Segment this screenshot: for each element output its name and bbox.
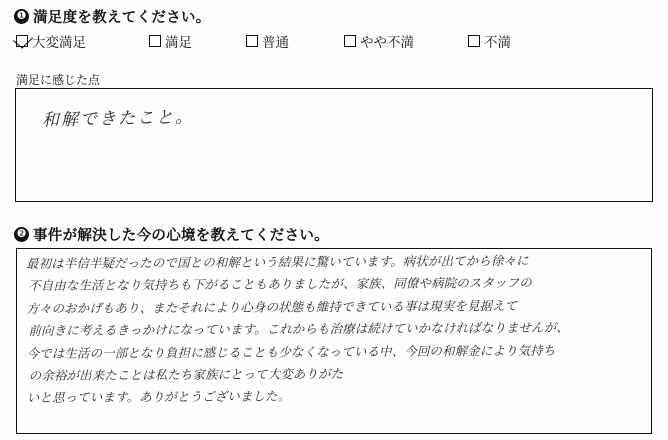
- checkbox-icon[interactable]: [149, 35, 161, 47]
- choice-label: 満足: [165, 35, 192, 50]
- handwriting-line: 前向きに考えるきっかけになっています。これからも治療は続けていかなければなりませんが、: [28, 319, 569, 339]
- choice-neutral[interactable]: [246, 31, 344, 51]
- handwriting-line: 最初は半信半疑だったので国との和解という結果に驚いています。病状が出てから徐々に: [26, 252, 529, 271]
- checkbox-icon[interactable]: [246, 35, 258, 47]
- choice-dissatisfied[interactable]: [468, 31, 548, 51]
- satisfaction-choice-group: [16, 31, 652, 51]
- choice-very-satisfied[interactable]: [16, 31, 149, 51]
- question-1-text: 満足度を教えてください。: [33, 10, 211, 26]
- handwriting-line: いと思っています。ありがとうございました。: [26, 388, 291, 406]
- checkbox-icon[interactable]: [344, 35, 356, 47]
- satisfaction-reason-label: 満足に感じた点: [16, 73, 101, 87]
- question-2-heading: [14, 224, 329, 245]
- choice-satisfied[interactable]: [149, 31, 246, 51]
- impression-answer-box[interactable]: [16, 248, 652, 434]
- handwriting-line: 今では生活の一部となり負担に感じることも少なくなっている中、今回の和解金により気持ち: [26, 342, 556, 361]
- impression-handwriting: [25, 249, 644, 410]
- choice-label: 大変満足: [32, 35, 86, 50]
- question-2-text: 事件が解決した今の心境を教えてください。: [33, 228, 329, 244]
- question-1-number: ❶: [14, 9, 29, 24]
- checkbox-icon[interactable]: [468, 35, 480, 47]
- choice-somewhat-dissatisfied[interactable]: [344, 31, 468, 51]
- handwriting-line: 方々のおかげもあり、またそれにより心身の状態も維持できている事は現実を見据えて: [26, 297, 518, 316]
- choice-label: 不満: [484, 35, 511, 50]
- checkbox-checked-icon[interactable]: [16, 35, 28, 47]
- choice-label: やや不満: [360, 35, 414, 50]
- handwriting-line: の余裕が出来たことは私たち家族にとって大変ありがた: [28, 366, 344, 384]
- handwriting-line: 不自由な生活となり気持ちも下がることもありましたが、家族、同僚や病院のスタッフの: [28, 275, 532, 294]
- question-1-heading: [14, 6, 211, 27]
- choice-label: 普通: [262, 35, 289, 50]
- question-2-number: ❷: [14, 227, 29, 242]
- satisfaction-reason-handwriting: 和解できたこと。: [41, 107, 195, 131]
